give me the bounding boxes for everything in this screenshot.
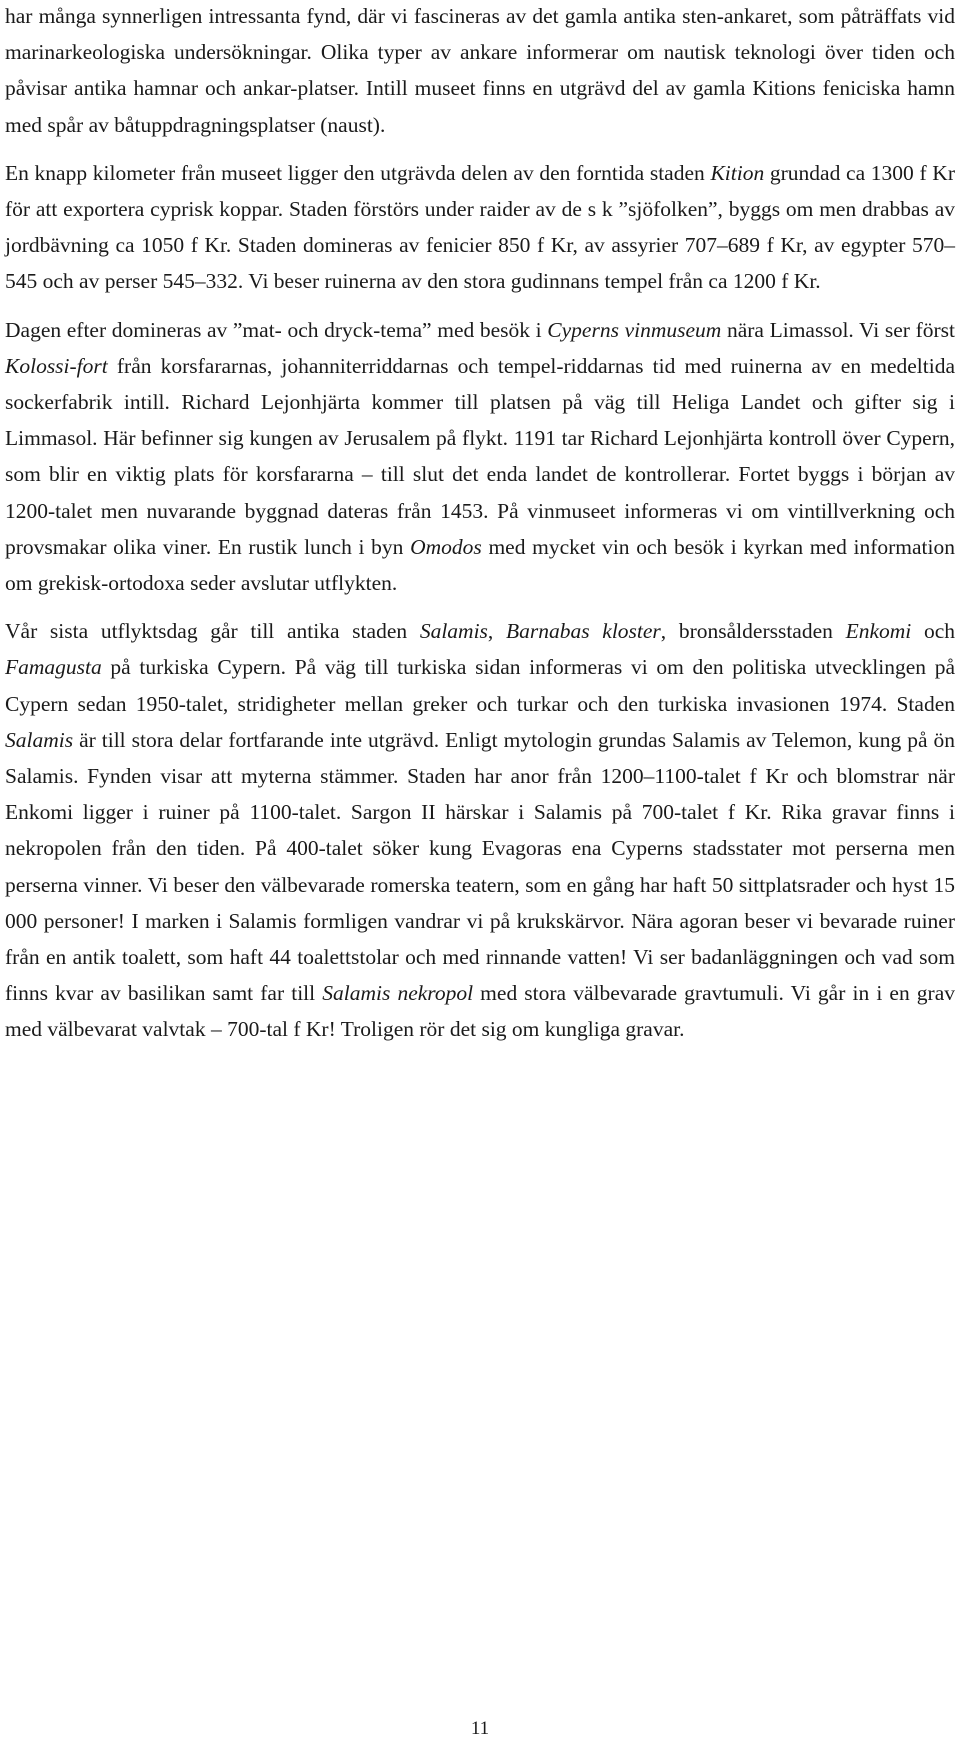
italic-term: Salamis	[419, 619, 488, 644]
text-run: Dagen efter domineras av ”mat- och dryck-tema” med besök i	[5, 317, 548, 342]
text-run: med stora välbevarade gravtumuli. Vi går in i en grav med välbevarat valvtak – 700-tal f Kr! Troligen rör det sig om kungliga gravar.	[5, 981, 956, 1042]
text-run: och	[911, 619, 956, 644]
text-run: på turkiska Cypern. På väg till turkiska sidan informeras vi om den politiska utvecklingen på Cypern sedan 1950-talet, stridigheter mellan greker och turkar och den turkiska invasionen 1974. Staden	[5, 655, 955, 716]
italic-term: Barnabas kloster	[505, 619, 661, 644]
paragraph-food-and-drink-day	[5, 312, 955, 602]
italic-term: Enkomi	[845, 619, 912, 644]
italic-term: Cyperns vinmuseum	[547, 317, 722, 342]
paragraph-salamis-excursion	[5, 613, 955, 1047]
italic-term: Kition	[710, 160, 765, 185]
italic-term: Kolossi-fort	[5, 353, 108, 378]
text-run: med mycket vin och besök i kyrkan med information om grekisk-ortodoxa seder avslutar utflykten.	[5, 534, 956, 596]
text-run: är till stora delar fortfarande inte utgrävd. Enligt mytologin grundas Salamis av Telemon, kung på ön Salamis. Fynden visar att myterna stämmer. Staden har anor från 1200–1100-talet f Kr och blomstrar när Enkomi ligger i ruiner på 1100-talet. Sargon II härskar i Salamis på 700-talet f Kr. Rika gravar finns i nekropolen från den tiden. På 400-talet söker kung Evagoras ena Cyperns stadsstater mot perserna men perserna vinner. Vi beser den välbevarade romerska teatern, som en gång har haft 50 sittplatsrader och hyst 15 000 personer! I marken i Salamis formligen vandrar vi på krukskärvor. Nära agoran beser vi bevarade ruiner från en antik toalett, som haft 44 toalettstolar och med rinnande vatten! Vi ser badanläggningen och vad som finns kvar av basilikan samt far till	[5, 727, 955, 1006]
text-run: , bronsåldersstaden	[660, 619, 846, 644]
page-number: 11	[470, 1718, 490, 1739]
paragraph-anchors-and-harbour	[5, 0, 955, 143]
italic-term: Salamis	[5, 727, 74, 752]
italic-term: Famagusta	[5, 655, 102, 680]
text-run: ,	[487, 619, 506, 644]
text-run: grundad ca 1300 f Kr för att exportera cyprisk koppar. Staden förstörs under raider av de s k ”sjöfolken”, byggs om men drabbas av jordbävning ca 1050 f Kr. Staden domineras av fenicier 850 f Kr, av assyrier 707–689 f Kr, av egypter 570–545 och av perser 545–332. Vi beser ruinerna av den stora gudinnans tempel från ca 1200 f Kr.	[5, 160, 955, 294]
text-run: Vår sista utflyktsdag går till antika staden	[5, 619, 420, 644]
italic-term: Salamis nekropol	[322, 981, 474, 1006]
text-run: nära Limassol. Vi ser först	[721, 317, 955, 342]
text-run: har många synnerligen intressanta fynd, där vi fascineras av det gamla antika sten-ankaret, som påträffats vid marinarkeologiska undersökningar. Olika typer av ankare informerar om nautisk teknologi över tiden och påvisar antika hamnar och ankar-platser. Intill museet finns en utgrävd del av gamla Kitions feniciska hamn med spår av båtuppdragningsplatser (naust).	[5, 4, 955, 137]
paragraph-kition	[5, 155, 955, 300]
italic-term: Omodos	[410, 534, 482, 559]
text-run: från korsfararnas, johanniterriddarnas och tempel-riddarnas tid med ruinerna av en medeltida sockerfabrik intill. Richard Lejonhjärta kommer till platsen på väg till Heliga Landet och gifter sig i Limmasol. Här befinner sig kungen av Jerusalem på flykt. 1191 tar Richard Lejonhjärta kontroll över Cypern, som blir en viktig plats för korsfararna – till slut det enda landet de kontrollerar. Fortet byggs i början av 1200-talet men nuvarande byggnad dateras från 1453. På vinmuseet informeras vi om vintillverkning och provsmakar olika viner. En rustik lunch i byn	[5, 353, 955, 559]
text-run: En knapp kilometer från museet ligger den utgrävda delen av den forntida staden	[5, 160, 711, 185]
document-page	[5, 0, 955, 1048]
